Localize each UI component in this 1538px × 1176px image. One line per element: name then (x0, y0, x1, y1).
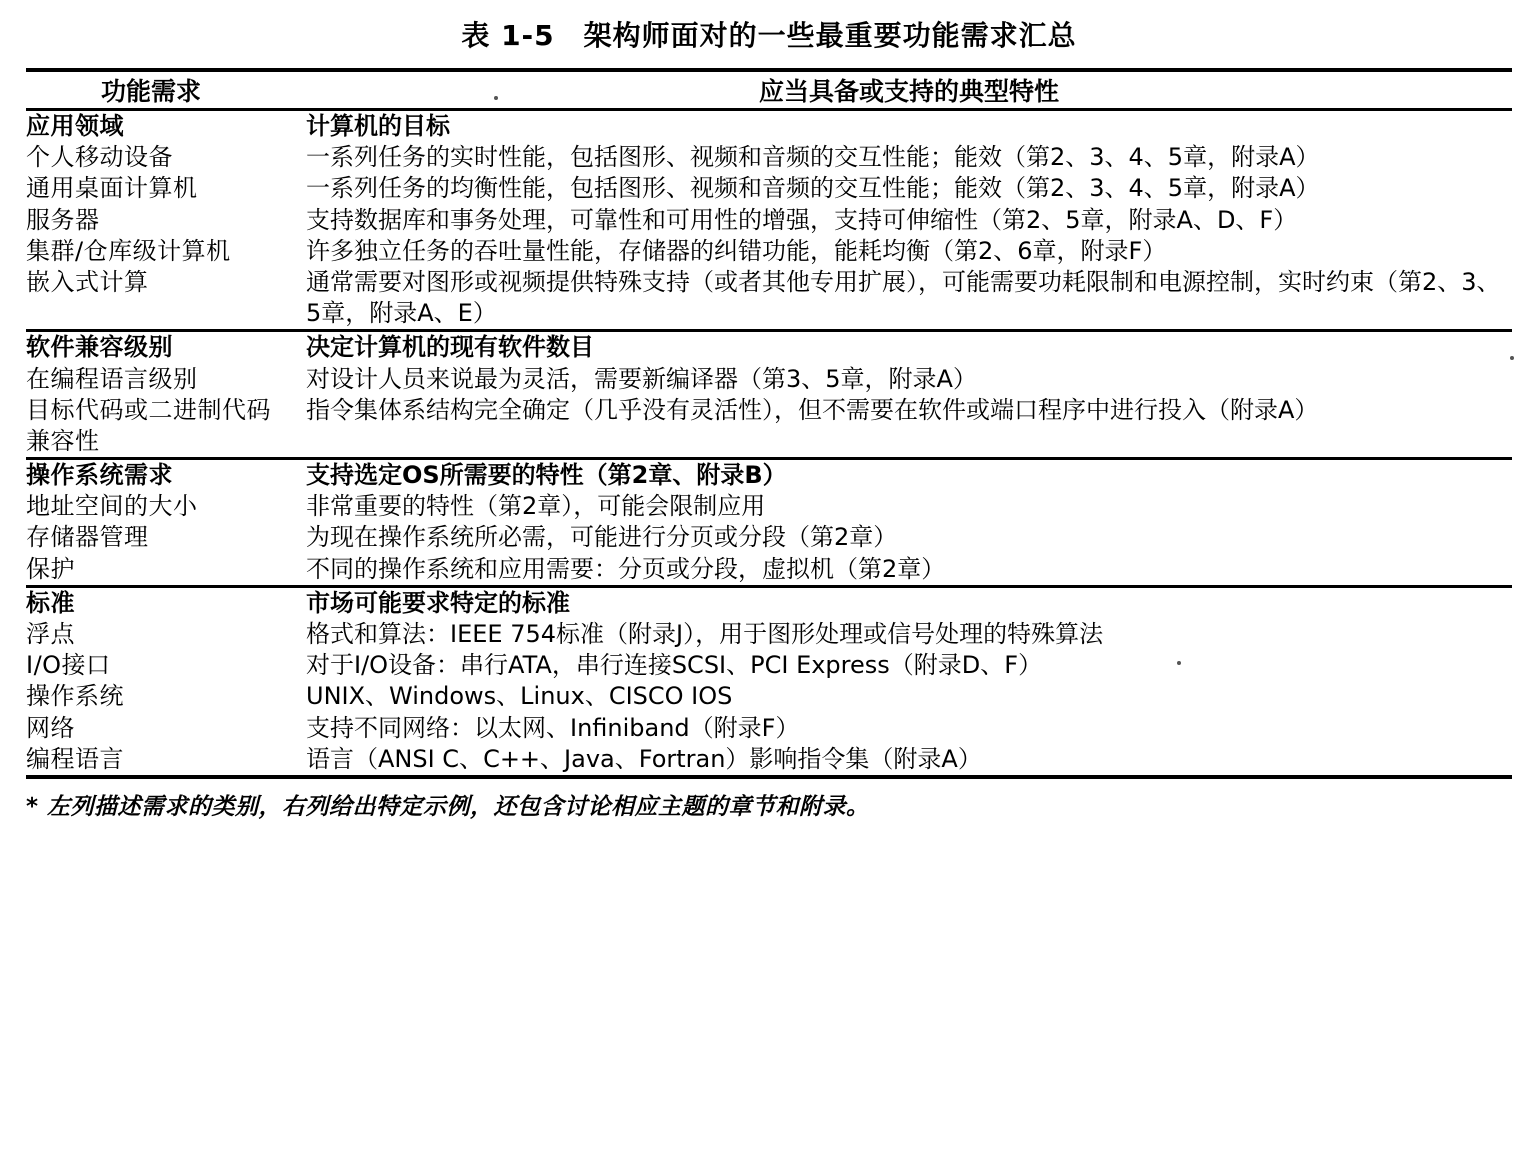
row-value: 通常需要对图形或视频提供特殊支持（或者其他专用扩展），可能需要功耗限制和电源控制，实时约束（第2、3、5章，附录A、E） (306, 267, 1501, 328)
row-label: 标准 (26, 588, 75, 617)
row-label: 保护 (26, 554, 75, 583)
table-row (26, 205, 1512, 236)
table-row (26, 395, 1512, 457)
table-row (26, 173, 1512, 204)
table-row (26, 142, 1512, 173)
column-header-features: 应当具备或支持的典型特性 (758, 77, 1059, 106)
row-label: I/O接口 (26, 651, 111, 680)
table-row (26, 111, 1512, 142)
row-label: 编程语言 (26, 744, 124, 773)
table-row (26, 522, 1512, 553)
row-value: UNIX、Windows、Linux、CISCO IOS (306, 682, 733, 711)
row-value: 为现在操作系统所必需，可能进行分页或分段（第2章） (306, 523, 898, 552)
row-value: 支持不同网络：以太网、Infiniband（附录F） (306, 713, 800, 742)
row-value: 一系列任务的实时性能，包括图形、视频和音频的交互性能；能效（第2、3、4、5章，附录A） (306, 143, 1320, 172)
row-label: 集群/仓库级计算机 (26, 236, 231, 265)
row-label: 网络 (26, 713, 75, 742)
row-value: 一系列任务的均衡性能，包括图形、视频和音频的交互性能；能效（第2、3、4、5章，附录A） (306, 174, 1320, 203)
table-row (26, 364, 1512, 395)
row-label: 嵌入式计算 (26, 267, 149, 296)
row-value: 对设计人员来说最为灵活，需要新编译器（第3、5章，附录A） (306, 364, 977, 393)
requirements-table (26, 72, 1512, 775)
table-row (26, 332, 1512, 363)
table-row (26, 650, 1512, 681)
row-label: 操作系统需求 (26, 461, 173, 490)
row-label: 服务器 (26, 205, 100, 234)
table-row (26, 267, 1512, 329)
row-label: 目标代码或二进制代码兼容性 (26, 395, 271, 455)
table-row (26, 554, 1512, 585)
table-footnote: * 左列描述需求的类别，右列给出特定示例，还包含讨论相应主题的章节和附录。 (26, 793, 870, 820)
row-value: 市场可能要求特定的标准 (306, 588, 570, 617)
row-label: 个人移动设备 (26, 143, 173, 172)
row-label: 操作系统 (26, 682, 124, 711)
table-row (26, 744, 1512, 775)
column-header-requirement: 功能需求 (100, 77, 201, 106)
row-label: 浮点 (26, 620, 75, 648)
table-row (26, 681, 1512, 712)
row-value: 对于I/O设备：串行ATA，串行连接SCSI、PCI Express（附录D、F） (306, 651, 1043, 680)
row-label: 应用领域 (26, 112, 124, 140)
row-value: 支持数据库和事务处理，可靠性和可用性的增强，支持可伸缩性（第2、5章，附录A、D、F） (306, 205, 1298, 234)
table-row (26, 713, 1512, 744)
table-row (26, 588, 1512, 619)
row-value: 语言（ANSI C、C++、Java、Fortran）影响指令集（附录A） (306, 744, 982, 773)
row-value: 许多独立任务的吞吐量性能，存储器的纠错功能，能耗均衡（第2、6章，附录F） (306, 236, 1167, 265)
scan-speck-icon (1510, 356, 1514, 360)
row-value: 支持选定OS所需要的特性（第2章、附录B） (306, 461, 787, 490)
table-header-row (26, 72, 1512, 108)
row-value: 决定计算机的现有软件数目 (306, 333, 594, 362)
table-row (26, 460, 1512, 491)
row-value: 格式和算法：IEEE 754标准（附录J），用于图形处理或信号处理的特殊算法 (306, 620, 1104, 648)
row-label: 通用桌面计算机 (26, 174, 198, 203)
row-label: 存储器管理 (26, 523, 149, 552)
table-row (26, 491, 1512, 522)
table-body (26, 72, 1512, 775)
row-value: 计算机的目标 (306, 112, 450, 140)
table-row (26, 236, 1512, 267)
row-value: 不同的操作系统和应用需要：分页或分段，虚拟机（第2章） (306, 554, 946, 583)
table-caption: 表 1-5 架构师面对的一些最重要功能需求汇总 (461, 19, 1077, 52)
row-label: 地址空间的大小 (26, 492, 198, 521)
row-label: 软件兼容级别 (26, 333, 173, 362)
table-row (26, 619, 1512, 650)
row-label: 在编程语言级别 (26, 364, 198, 393)
scan-speck-icon (494, 96, 498, 100)
row-value: 指令集体系结构完全确定（几乎没有灵活性），但不需要在软件或端口程序中进行投入（附录A） (306, 395, 1319, 424)
scan-speck-icon (1177, 661, 1181, 665)
row-value: 非常重要的特性（第2章），可能会限制应用 (306, 492, 766, 521)
